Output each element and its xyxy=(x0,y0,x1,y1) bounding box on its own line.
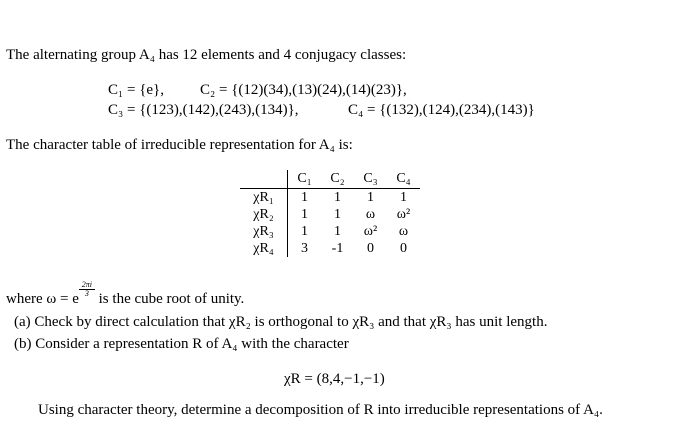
header-c3: C₃ xyxy=(354,170,387,189)
table-cell: 1 xyxy=(301,190,308,205)
exponent-numerator: 2πi xyxy=(79,281,95,290)
table-cell: -1 xyxy=(331,241,344,256)
table-header-row xyxy=(240,170,420,189)
row-label: χR₁ xyxy=(240,189,288,207)
class-c4: C₄ = {(132),(124),(234),(143)} xyxy=(348,102,535,118)
table-cell: 1 xyxy=(301,207,308,222)
table-cell: 0 xyxy=(400,241,407,256)
table-cell: ω xyxy=(398,224,409,239)
row-label: χR₂ xyxy=(240,206,288,223)
intro-paragraph: The alternating group A₄ has 12 elements and 4 conjugacy classes: xyxy=(6,47,407,63)
table-row xyxy=(240,240,420,257)
row-label: χR₃ xyxy=(240,223,288,240)
omega-definition xyxy=(6,281,244,308)
table-cell: 1 xyxy=(334,207,341,222)
table-cell: ω xyxy=(365,207,376,222)
item-b: (b) Consider a representation R of A₄ with the character xyxy=(14,336,349,352)
class-c2: C₂ = {(12)(34),(13)(24),(14)(23)}, xyxy=(200,82,407,98)
table-cell: 1 xyxy=(334,190,341,205)
table-cell: 1 xyxy=(301,224,308,239)
header-c4: C₄ xyxy=(387,170,420,189)
row-label: χR₄ xyxy=(240,240,288,257)
item-a: (a) Check by direct calculation that χR₂ is orthogonal to χR₃ and that χR₃ has unit length. xyxy=(14,314,548,330)
class-c1: C₁ = {e}, xyxy=(108,82,165,98)
character-table xyxy=(240,170,420,257)
class-c3: C₃ = {(123),(142),(243),(134)}, xyxy=(108,102,299,118)
table-intro: The character table of irreducible representation for A₄ is: xyxy=(6,137,353,153)
table-cell: 3 xyxy=(301,241,308,256)
table-cell: ω² xyxy=(396,207,411,222)
table-row xyxy=(240,189,420,207)
exponent-denominator: 3 xyxy=(84,289,89,298)
table-cell: 0 xyxy=(367,241,374,256)
where-prefix: where ω = e xyxy=(6,291,79,307)
table-cell: 1 xyxy=(334,224,341,239)
final-question: Using character theory, determine a decomposition of R into irreducible representations of A₄. xyxy=(38,402,603,418)
table-corner xyxy=(240,170,288,189)
table-row xyxy=(240,206,420,223)
header-c1: C₁ xyxy=(288,170,322,189)
table-cell: 1 xyxy=(367,190,374,205)
where-suffix: is the cube root of unity. xyxy=(98,291,245,307)
header-c2: C₂ xyxy=(321,170,354,189)
table-cell: 1 xyxy=(400,190,407,205)
character-of-r: χR = (8,4,−1,−1) xyxy=(284,371,385,387)
table-cell: ω² xyxy=(363,224,378,239)
table-row xyxy=(240,223,420,240)
exponent-fraction xyxy=(79,281,95,298)
